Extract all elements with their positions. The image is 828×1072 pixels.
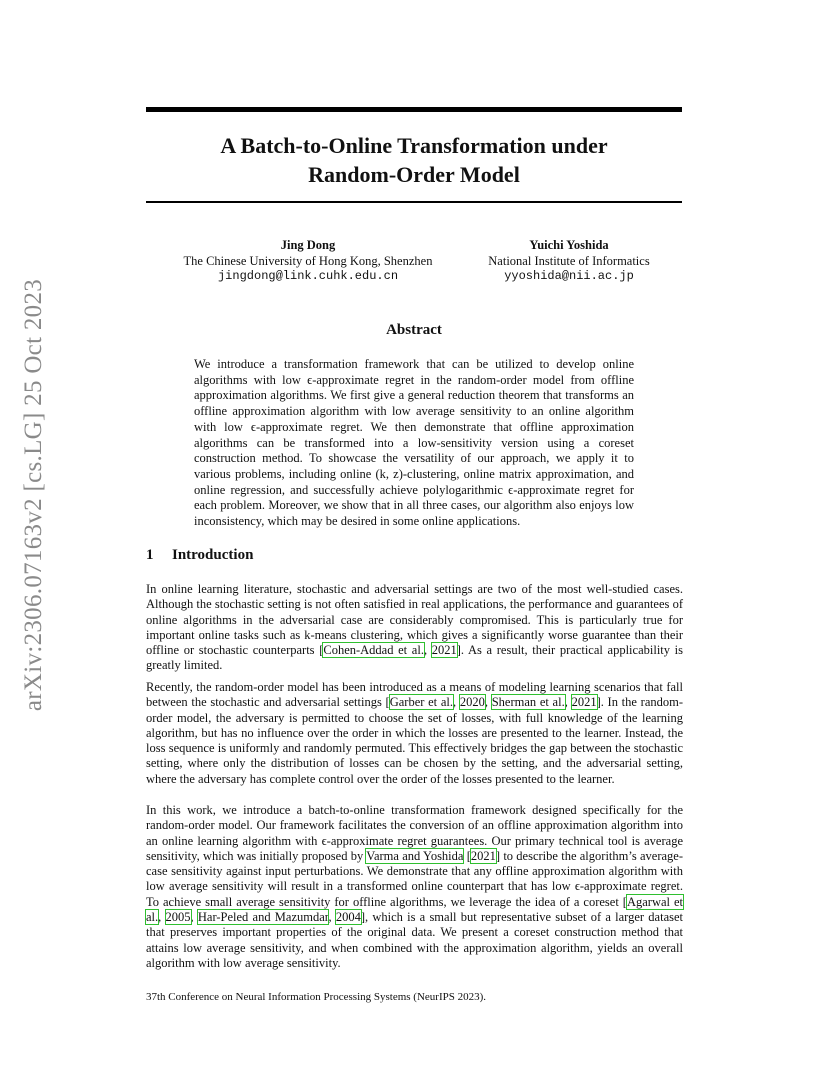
- citation-link[interactable]: Garber et al.: [389, 695, 453, 710]
- author-2: [456, 238, 682, 285]
- citation-link[interactable]: 2005: [165, 910, 191, 925]
- section-heading-introduction: [146, 547, 253, 564]
- paragraph-text: ] to describe the algorithm’s average-case sensitivity against input perturbations. We demonstrate that any offline approximation algorithm with low average sensitivity will result in a transformed online counterpart that has low ϵ-approximate regret. To achieve small average sensitivity for offline algorithms, we leverage the idea of a coreset [: [146, 848, 683, 909]
- author-1: [166, 238, 450, 285]
- title-line-2: Random-Order Model: [308, 162, 520, 187]
- citation-separator: ,: [328, 910, 336, 925]
- section-title: Introduction: [172, 547, 254, 563]
- citation-link[interactable]: 2020: [459, 695, 485, 710]
- title-rule-bottom: [146, 201, 682, 203]
- citation-separator: ,: [190, 910, 198, 925]
- citation-separator: ,: [484, 695, 492, 710]
- citation-separator: ,: [158, 910, 166, 925]
- author-block: [146, 238, 682, 288]
- citation-link[interactable]: Har-Peled and Mazumdar: [197, 910, 329, 925]
- conference-footnote: 37th Conference on Neural Information Processing Systems (NeurIPS 2023).: [146, 991, 487, 1003]
- author-email: yyoshida@nii.ac.jp: [504, 269, 634, 283]
- paragraph-text: ], which is a small but representative subset of a larger dataset that preserves important properties of the original data. We present a coreset construction method that attains low average sensitivity, and when combined with the approximation algorithm, yields an overall algorithm with low average sensitivity.: [146, 910, 684, 970]
- paragraph-text: In online learning literature, stochastic and adversarial settings are two of the most well-studied cases. Although the stochastic setting is not often satisfied in real applications, the performance and guarantees of online algorithms in the adversarial case are considerably compromised. This is particularly true for important online tasks such as k-means clustering, which gives a significantly worse guarantee than their offline or stochastic counterparts [: [146, 582, 683, 658]
- paragraph-text: ]. In the random-order model, the adversary is permitted to choose the set of losses, with full knowledge of the learning algorithm, but has no influence over the order in which the losses are presented to the learner. Instead, the loss sequence is uniformly and randomly permuted. This effectively bridges the gap between the stochastic setting, where only the distribution of losses can be chosen by the setting, and the adversarial setting, where the adversary has complete control over the order of the losses presented to the learner.: [146, 695, 684, 786]
- title-line-1: A Batch-to-Online Transformation under: [220, 133, 608, 158]
- intro-paragraph-3: [146, 803, 683, 971]
- section-number: 1: [146, 547, 154, 563]
- citation-link[interactable]: Agarwal et al.: [146, 894, 684, 925]
- abstract-text: We introduce a transformation framework that can be utilized to develop online algorithms with low ϵ-approximate regret in the random-order model from offline approximation algorithms. We first give a general reduction theorem that transforms an offline approximation algorithm with low average sensitivity to an online algorithm with low ϵ-approximate regret. We then demonstrate that offline approximation algorithms can be transformed into a low-sensitivity version using a coreset construction method. To showcase the versatility of our approach, we apply it to various problems, including online (k, z)-clustering, online matrix approximation, and online regression, and successfully achieve polylogarithmic ϵ-approximate regret for each problem. Moreover, we show that in all three cases, our algorithm also enjoys low inconsistency, which may be desired in some online applications.: [194, 357, 634, 529]
- author-name: Yuichi Yoshida: [529, 238, 609, 252]
- citation-separator: ,: [453, 695, 460, 710]
- abstract-heading: Abstract: [386, 322, 442, 338]
- paragraph-text: In this work, we introduce a batch-to-online transformation framework designed specifically for the random-order model. Our framework facilitates the conversion of an offline approximation algorithm into an online learning algorithm with ϵ-approximate regret guarantees. Our primary technical tool is average sensitivity, which was initially proposed by: [146, 803, 683, 863]
- paragraph-text: ]. As a result, their practical applicability is greatly limited.: [146, 643, 684, 673]
- arxiv-identifier: arXiv:2306.07163v2 [cs.LG] 25 Oct 2023: [20, 278, 48, 712]
- citation-link[interactable]: 2004: [335, 910, 361, 925]
- citation-separator: ,: [423, 643, 432, 658]
- citation-link[interactable]: 2021: [431, 643, 457, 658]
- citation-link[interactable]: Cohen-Addad et al.: [323, 643, 424, 658]
- author-email: jingdong@link.cuhk.edu.cn: [217, 269, 399, 283]
- title-rule-top: [146, 107, 682, 112]
- intro-paragraph-2: [146, 680, 683, 787]
- citation-separator: [: [463, 848, 471, 863]
- author-name: Jing Dong: [280, 238, 336, 252]
- paragraph-text: Recently, the random-order model has been introduced as a means of modeling learning scenarios that fall between the stochastic and adversarial settings [: [146, 680, 683, 710]
- citation-link[interactable]: Sherman et al.: [491, 695, 565, 710]
- paper-title: [146, 131, 682, 189]
- author-affiliation: National Institute of Informatics: [488, 253, 650, 268]
- citation-link[interactable]: 2021: [470, 848, 496, 863]
- author-affiliation: The Chinese University of Hong Kong, Shenzhen: [183, 253, 433, 268]
- citation-link[interactable]: Varma and Yoshida: [366, 848, 464, 863]
- citation-link[interactable]: 2021: [571, 695, 597, 710]
- intro-paragraph-1: [146, 582, 683, 674]
- arxiv-stamp: [14, 278, 54, 712]
- citation-separator: ,: [564, 695, 572, 710]
